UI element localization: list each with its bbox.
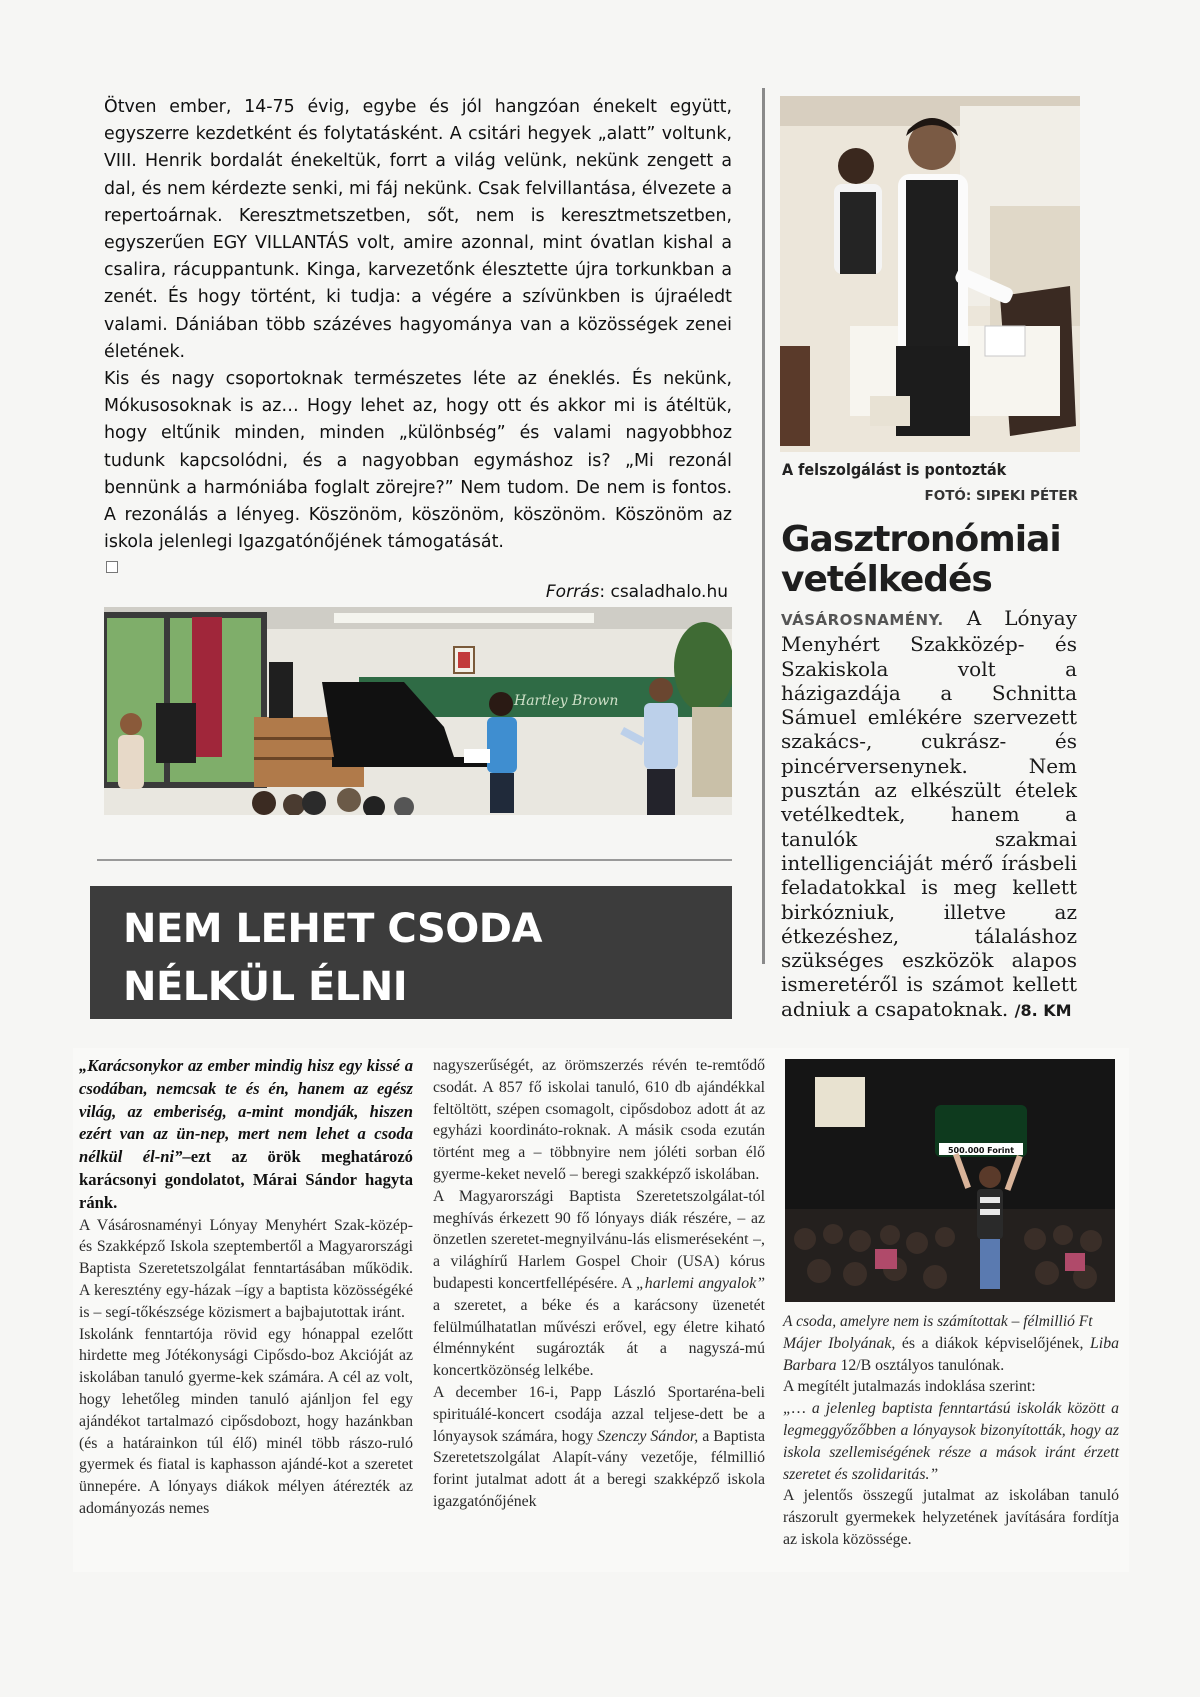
text-run: 12/B osztályos tanulónak.: [836, 1356, 1005, 1374]
article-paragraph: [433, 1186, 765, 1382]
title-banner: [90, 886, 732, 1019]
intro-paragraph-2: Kis és nagy csoportoknak természetes léte az éneklés. És nekünk, Mókusosoknak is az… Hogy lehet az, hogy ott és akkor mi is átéltük, hogy eltűnik minden, minden „különbség” és valami nagyobbhoz tudunk kapcsolódni, és a nagyobban egymáshoz is? „Mi rezonál bennünk a harmóniába foglalt zörejre?” Nem tudom. De nem is fontos. A rezonálás a lényeg. Köszönöm, köszönöm, köszönöm. Köszönöm az iskola jelenlegi Igazgatónőjének támogatását.: [104, 369, 732, 553]
clipping-body-text: A Lónyay Menyhért Szakközép- és Szakiskola volt a házigazdája a Schnitta Sámuel emlékére szervezett szakács-, cukrász- és pincérversenynek. Nem pusztán az elkészült ételek vetélkedtek, hanem a tanulók szakmai intelligenciáját mérő írásbeli feladatokkal is meg kellett birkózniuk, illetve az étkezéshez, tálaláshoz szükséges eszközök alapos ismeretéről is számot kellett adniuk a csapatoknak.: [781, 606, 1078, 1021]
article-lead-end: –ezt az örök meghatározó karácsonyi gondolatot, Márai Sándor hagyta ránk.: [79, 1147, 413, 1212]
article-column-3: [783, 1311, 1119, 1551]
concert-photo-illustration: [104, 607, 732, 815]
article-column-1: [79, 1055, 413, 1520]
source-label: Forrás: [545, 582, 600, 602]
article-paragraph: [783, 1333, 1119, 1377]
article-paragraph: nagyszerűségét, az örömszerzés révén te-remtődő csodát. A 857 fő iskolai tanuló, 610 db ajándékkal feltöltött, szépen csomagolt, cipősdoboz adott át az egyházi koordináto-roknak. A másik csoda ezután történt meg a – többnyire nem jóléti sorban élő gyerme-keket nevelő – beregi szakképző iskolában.: [433, 1057, 765, 1183]
vertical-divider: [762, 88, 765, 964]
clipping-caption: A felszolgálást is pontozták: [782, 460, 1007, 479]
clipping-kicker: VÁSÁROSNAMÉNY.: [781, 611, 944, 629]
concert-photo: [104, 607, 732, 815]
intro-article: [104, 94, 732, 556]
text-run: a Baptista Szeretetszolgálat Alapít-vány vezetője, félmillió forint jutalmat adott át a beregi szakképző iskola igazgatónőjének: [433, 1427, 765, 1510]
clipping-photo: [780, 96, 1080, 452]
clipping-body: [781, 606, 1077, 1023]
article-quote: „… a jelenleg baptista fenntartású iskolák között a legmeggyőzőbben a lónyaysok bizonyították, hogy az iskola szellemiségének része a mások iránt érzett szeretet és szolidaritás.”: [783, 1400, 1119, 1483]
article-lead-quote: „Karácsonykor az ember mindig hisz egy kissé a csodában, nemcsak te és én, hanem az egész világ, az emberiség, a-mint mondják, hiszen ezért van az ün-nep, mert nem lehet a csoda nélkül él-ni”: [79, 1056, 413, 1167]
text-run-italic: Szenczy Sándor,: [597, 1427, 699, 1445]
empty-box-icon: [106, 561, 118, 573]
text-run: és a diákok képviselőjének,: [895, 1334, 1091, 1352]
intro-paragraph-1: Ötven ember, 14-75 évig, egybe és jól hangzóan énekelt együtt, egyszerre kezdetként és folytatásként. A csitári hegyek „alatt” voltunk, VIII. Henrik bordalát énekeltük, forrt a világ velünk, nekünk zengett a dal, és nem kérdezte senki, mi fáj nekünk. Csak felvillantása, élvezete a repertoárnak. Keresztmetszetben, sőt, nem is keresztmetszetben, egyszerűen EGY VILLANTÁS volt, amire azonnal, mint óvatlan kishal a csalira, rácuppantunk. Kinga, karvezetőnk élesztette újra torkunkban a zenét. És hogy történt, ki tudja: a végére a szívünkben is újraéledt valami. Dániában több százéves hagyománya van a közösségek zenei életének.: [104, 97, 732, 362]
article-paragraph: A megítélt jutalmazás indoklása szerint:: [783, 1378, 1036, 1396]
divider-line: [97, 859, 732, 861]
article-paragraph: A jelentős összegű jutalmat az iskolában tanuló rászorult gyermekek helyzetének javítására fordítja az iskola közössége.: [783, 1487, 1119, 1548]
text-run-italic: Liba Barbara: [783, 1334, 1119, 1374]
text-run-italic: Májer Ibolyának,: [783, 1334, 896, 1352]
clipping-signature: /8. KM: [1014, 1000, 1072, 1020]
prize-sign-text: 500.000 Forint: [947, 1146, 1015, 1155]
christmas-article: [73, 1048, 1129, 1572]
banner-title: NEM LEHET CSODA NÉLKÜL ÉLNI: [123, 906, 542, 1010]
text-run: A Magyarországi Baptista Szeretetszolgálat-tól meghívás érkezett 90 fő lónyays diák részére, – az önzetlen szeretet-megnyilvánu-lás elismeréseként –, a világhírű Harlem Gospel Choir (USA) kórus budapesti koncertfellépésére. A: [433, 1187, 765, 1292]
text-run-italic: „harlemi angyalok”: [636, 1274, 765, 1292]
article-paragraph: [433, 1382, 765, 1513]
article-paragraph: A Vásárosnaményi Lónyay Menyhért Szak-közép- és Szakképző Iskola szeptembertől a Magyarországi Baptista Szeretetszolgálat fenntartásában működik. A keresztény egy-házak –így a baptista közösségéké is – segí-tőkészsége közismert a bajbajutottak iránt.: [79, 1216, 413, 1321]
article-paragraph: Iskolánk fenntartója rövid egy hónappal ezelőtt hirdette meg Jótékonysági Cipősdo-boz Akcióját az iskolában tanuló gyerme-kek számára. A cél az volt, hogy lehetőleg minden tanuló ajánljon fel egy ajándékot tartalmazó cipősdobozt, hogy hazánkban (és a határainkon túl élő) minél több rászo-ruló gyermek és fiatal is kaphasson ajándé-kot a szeretet ünnepére. A lónyays diákok mélyen átérezték az adományozás nemes: [79, 1325, 413, 1517]
choir-concert-photo: [785, 1059, 1115, 1302]
text-run: a szeretet, a béke és a karácsony üzenetét felülmúlhatatlan művészi erővel, egy életre kiható élménnyként sugározták át a nagyszá-mú koncertközönség lelkébe.: [433, 1296, 765, 1380]
clipping-headline: Gasztronómiai vetélkedés: [781, 519, 1061, 600]
article-column-2: [433, 1055, 765, 1513]
text-run: A december 16-i, Papp László Sportaréna-beli spirituálé-koncert csodája azzal teljese-dett be a lónyaysok számára, hogy: [433, 1383, 765, 1445]
board-text: Hartley Brown: [514, 693, 619, 709]
waiter-photo-illustration: [780, 96, 1080, 452]
choir-photo-illustration: [785, 1059, 1115, 1302]
source-value: : csaladhalo.hu: [599, 582, 728, 602]
photo-caption: A csoda, amelyre nem is számítottak – félmillió Ft: [783, 1313, 1093, 1330]
photo-credit: FOTÓ: SIPEKI PÉTER: [924, 488, 1078, 504]
source-line: [546, 582, 728, 602]
